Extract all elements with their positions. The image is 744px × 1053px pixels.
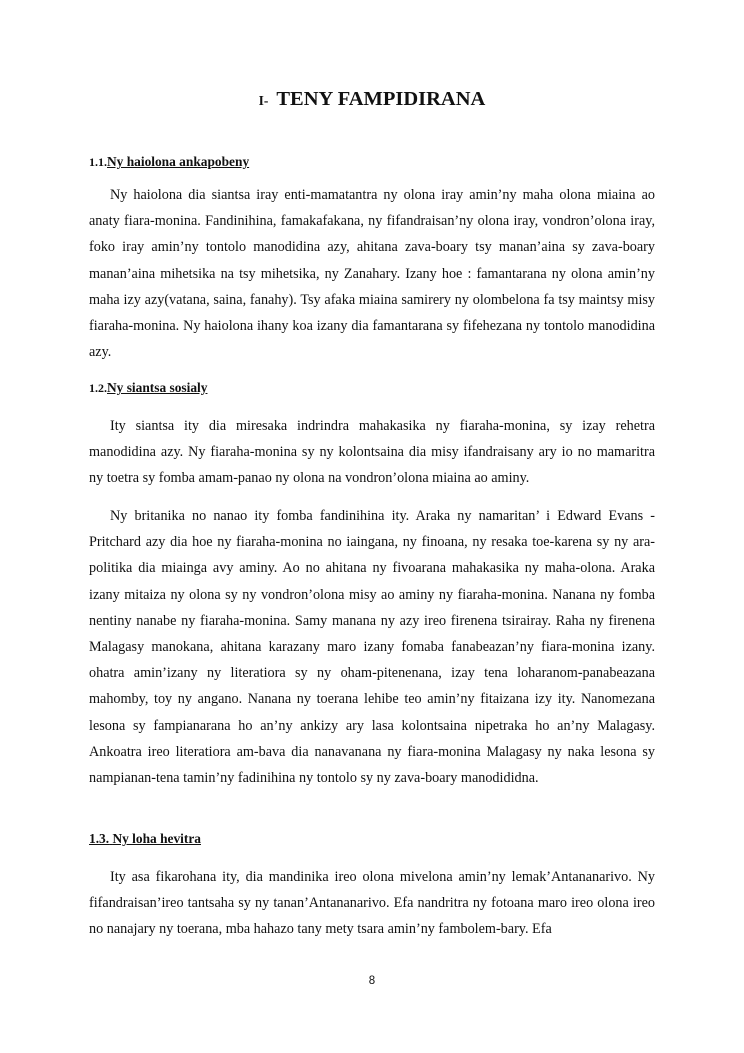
chapter-title-text: TENY FAMPIDIRANA bbox=[276, 88, 486, 110]
section-number: 1.2. bbox=[89, 381, 107, 395]
paragraph: Ny britanika no nanao ity fomba fandinihina ity. Araka ny namaritan’ i Edward Evans - Pritchard azy dia hoe ny fiaraha-monina no iaingana, ny finoana, ny resaka toe-karena sy ny ara-politika dia miainga avy aminy. Ao no ahitana ny fivoarana mahakasika ny maha-olona. Araka izany mitaiza ny olona sy ny vondron’olona misy ao aminy ny fiaraha-monina. Nanana ny fomba nentiny nanabe ny fiaraha-monina. Samy manana ny azy ireo firenena tsirairay. Raha ny firenena Malagasy manokana, ahitana karazany maro izany fomaba fanabeazan’ny fiara-monina izany. ohatra amin’izany ny literatiora sy ny oham-pitenenana, izay tena loharanom-panabeazana mahomby, toy ny angano. Nanana ny toerana lehibe teo amin’ny fitaizana izy ity. Nanomezana lesona sy fampianarana ho an’ny ankizy ary lasa kolontsaina nipetraka ho an’ny Malagasy. Ankoatra ireo literatiora am-bava dia nanavanana ny fiara-monina Malagasy ny naka lesona sy nampianan-tena tamin’ny fadinihina ny tontolo sy ny zava-boary manodididna. bbox=[89, 508, 655, 787]
section-heading-1-1 bbox=[89, 154, 249, 170]
paragraph: Ity asa fikarohana ity, dia mandinika ireo olona mivelona amin’ny lemak’Antananarivo. Ny fifandraisan’ireo tantsaha sy ny tanan’Antananarivo. Efa nandritra ny fotoana maro ireo olona ireo no nanajary ny toerana, mba hahazo tany mety tsara amin’ny fambolem-bary. Efa bbox=[89, 869, 655, 938]
chapter-number: I- bbox=[258, 93, 269, 108]
paragraph: Ny haiolona dia siantsa iray enti-mamatantra ny olona iray amin’ny maha olona miaina ao anaty fiara-monina. Fandinihina, famakafakana, ny fifandraisan’ny olona iray, vondron’olona iray, foko iray amin’ny tontolo manodidina azy, ahitana zava-boary tsy manan’aina sy zava-boary manan’aina mihetsika na tsy mihetsika, ny Zanahary. Izany hoe : famantarana ny olona amin’ny maha izy azy(vatana, saina, fanahy). Tsy afaka miaina samirery ny olombelona fa tsy maintsy misy fiaraha-monina. Ny haiolona ihany koa izany dia famantarana sy fifehezana ny tontolo manodidina azy. bbox=[89, 187, 655, 361]
section-heading-1-2 bbox=[89, 380, 207, 396]
chapter-title bbox=[0, 88, 744, 111]
section-number: 1.1. bbox=[89, 155, 107, 169]
section-title: Ny siantsa sosialy bbox=[107, 380, 208, 395]
section-number: 1.3. bbox=[89, 831, 110, 846]
paragraph: Ity siantsa ity dia miresaka indrindra mahakasika ny fiaraha-monina, sy izay rehetra manodidina azy. Ny fiaraha-monina sy ny kolontsaina dia misy ifandraisany ary io no mamaritra ny toetra sy fomba amam-panao ny olona na vondron’olona miaina ao aminy. bbox=[89, 418, 655, 487]
section-heading-1-3 bbox=[89, 831, 201, 847]
section-title: Ny loha hevitra bbox=[112, 831, 201, 846]
page-number: 8 bbox=[368, 975, 376, 987]
section-title: Ny haiolona ankapobeny bbox=[107, 154, 250, 169]
